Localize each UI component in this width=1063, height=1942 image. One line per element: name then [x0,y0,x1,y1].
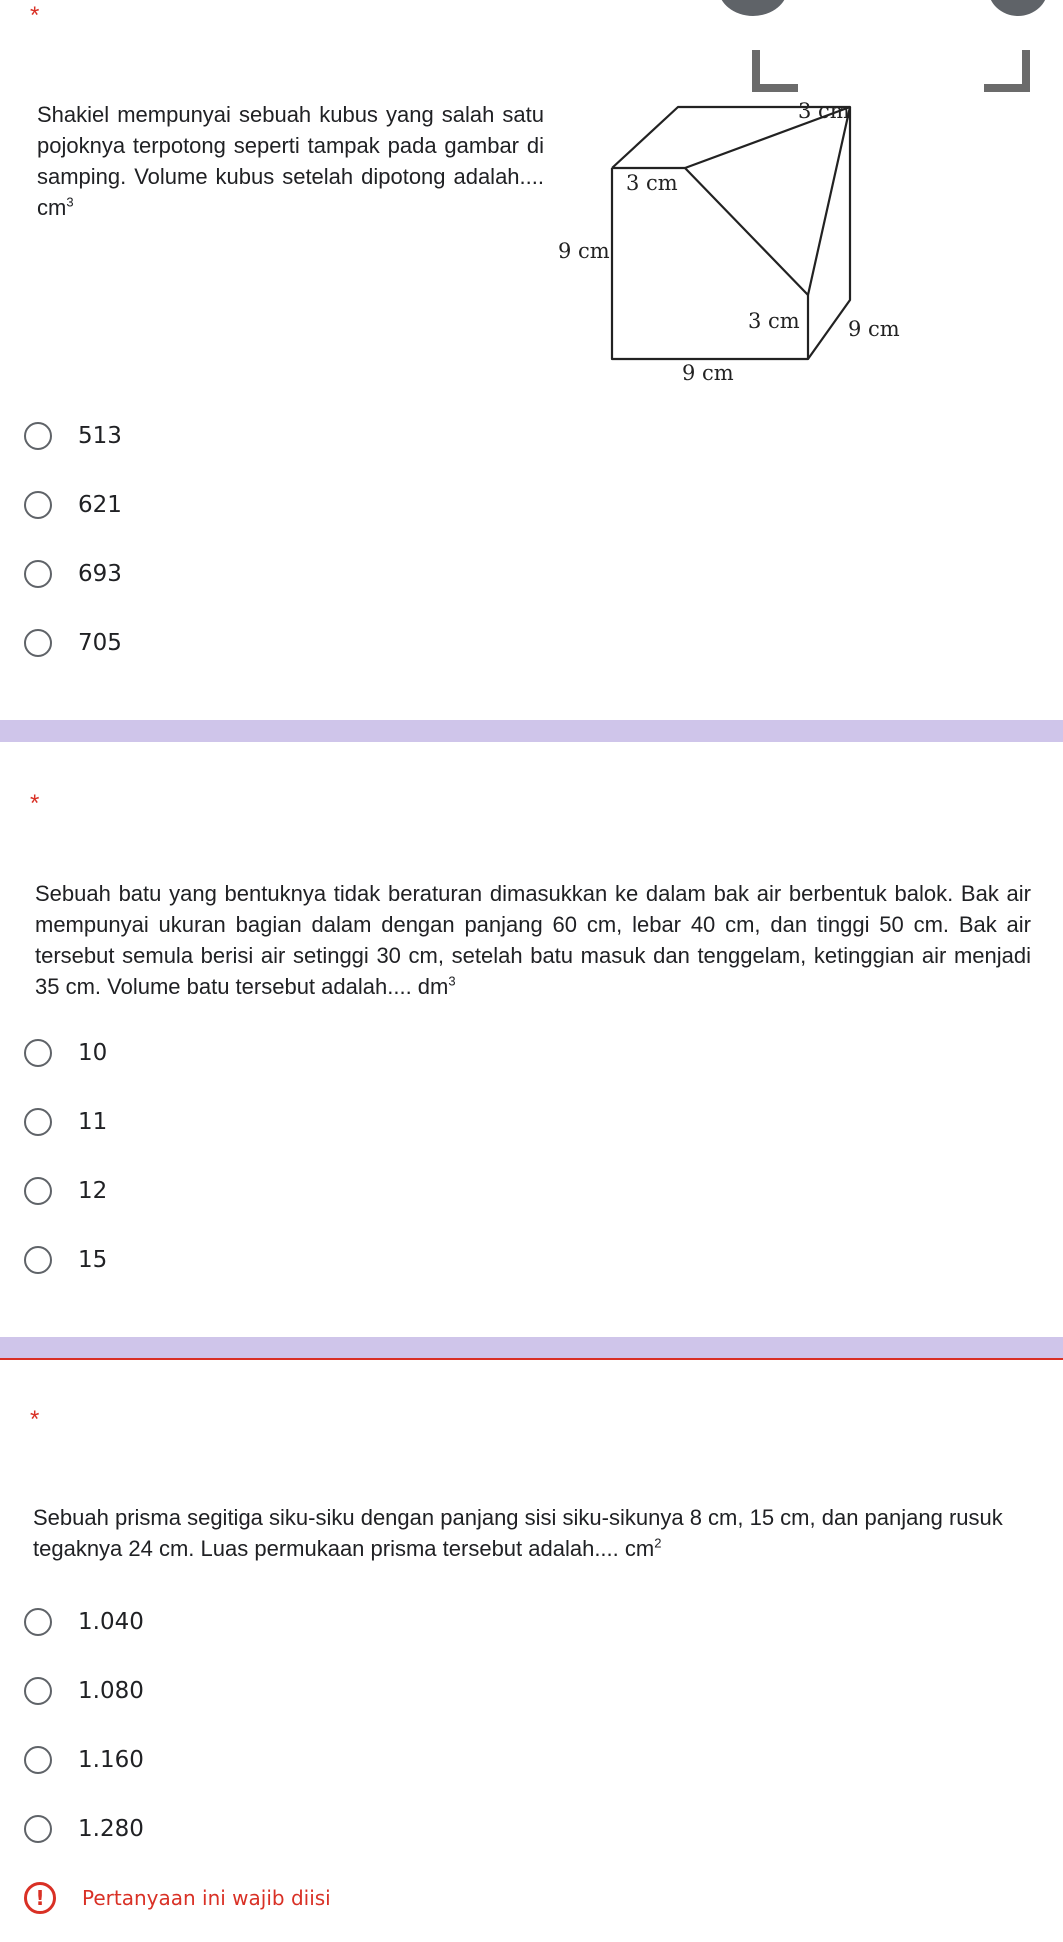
radio-button[interactable] [24,1677,52,1705]
q1-option-3[interactable] [24,552,122,596]
option-label: 1.080 [78,1678,144,1704]
top-circle-icon-left [718,0,788,16]
q2-option-4[interactable] [24,1238,107,1282]
option-label: 12 [78,1178,108,1204]
radio-button[interactable] [24,491,52,519]
figure-label-side-9cm: 9 cm [848,317,900,341]
question-1-text: Shakiel mempunyai sebuah kubus yang salah satu pojoknya terpotong seperti tampak pada gambar di samping. Volume kubus setelah dipotong adalah.... $cm^3$ [37,102,544,220]
question-2-text: Sebuah batu yang bentuknya tidak beraturan dimasukkan ke dalam bak air berbentuk balok. Bak air mempunyai ukuran bagian dalam dengan panjang 60 cm, lebar 40 cm, dan tinggi 50 cm. Bak air tersebut semula berisi air setinggi 30 cm, setelah batu masuk dan tenggelam, ketinggian air menjadi 35 cm. Volume batu tersebut adalah.... $dm^3$ [35,881,1031,999]
figure-label-top-3cm: 3 cm [798,99,850,123]
option-label: 693 [78,561,122,587]
radio-button[interactable] [24,1177,52,1205]
option-label: 1.280 [78,1816,144,1842]
corner-mark-left [752,50,798,92]
option-label: 11 [78,1109,108,1135]
error-exclamation-icon: ! [24,1882,56,1914]
figure-label-bottom-9cm: 9 cm [682,361,734,385]
option-label: 10 [78,1040,108,1066]
q3-option-2[interactable] [24,1669,144,1713]
option-label: 1.160 [78,1747,144,1773]
required-asterisk: * [30,790,40,817]
required-asterisk: * [30,1406,40,1433]
radio-button[interactable] [24,1039,52,1067]
q3-option-4[interactable] [24,1807,144,1851]
required-asterisk-top: * [30,2,40,29]
q2-option-3[interactable] [24,1169,107,1213]
q1-option-2[interactable] [24,483,122,527]
error-underline [0,1358,1063,1360]
required-error-message [24,1882,331,1914]
radio-button[interactable] [24,1815,52,1843]
radio-button[interactable] [24,629,52,657]
q2-option-1[interactable] [24,1031,107,1075]
corner-mark-right [984,50,1030,92]
option-label: 1.040 [78,1609,144,1635]
radio-button[interactable] [24,1746,52,1774]
section-divider-1 [0,720,1063,742]
q3-option-3[interactable] [24,1738,144,1782]
radio-button[interactable] [24,560,52,588]
question-1-cube-figure [550,96,920,396]
option-label: 513 [78,423,122,449]
error-text: Pertanyaan ini wajib diisi [82,1886,331,1910]
top-circle-icon-right [988,0,1048,16]
radio-button[interactable] [24,1608,52,1636]
section-divider-2 [0,1337,1063,1359]
q1-option-1[interactable] [24,414,122,458]
option-label: 15 [78,1247,108,1273]
question-3-text: Sebuah prisma segitiga siku-siku dengan panjang sisi siku-sikunya 8 cm, 15 cm, dan panjang rusuk tegaknya 24 cm. Luas permukaan prisma tersebut adalah.... $cm^2$ [33,1505,1003,1561]
figure-label-left-9cm: 9 cm [558,239,610,263]
q2-option-2[interactable] [24,1100,107,1144]
radio-button[interactable] [24,1246,52,1274]
q1-option-4[interactable] [24,621,122,665]
figure-label-vertical-3cm: 3 cm [748,309,800,333]
radio-button[interactable] [24,1108,52,1136]
radio-button[interactable] [24,422,52,450]
q3-option-1[interactable] [24,1600,144,1644]
option-label: 705 [78,630,122,656]
figure-label-front-3cm: 3 cm [626,171,678,195]
option-label: 621 [78,492,122,518]
